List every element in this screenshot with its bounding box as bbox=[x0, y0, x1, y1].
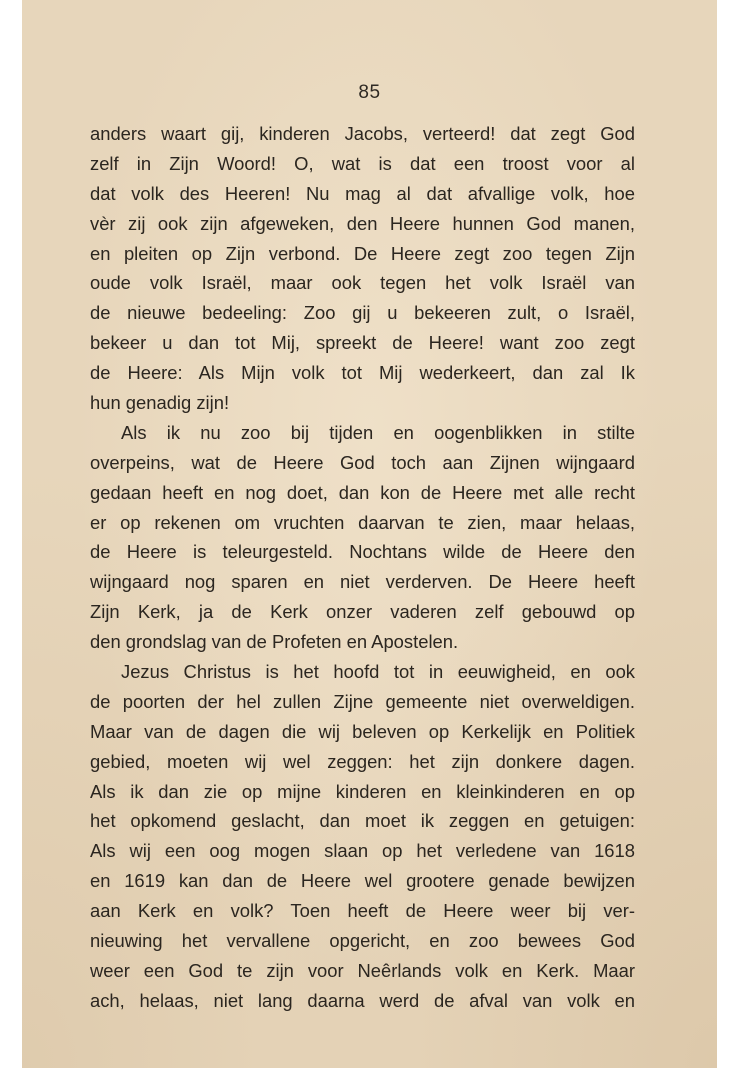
text-line: de Heere is teleurgesteld. Nochtans wilde de Heere den bbox=[90, 541, 635, 563]
text-line: de poorten der hel zullen Zijne gemeente niet overweldigen. bbox=[90, 690, 635, 712]
paragraph-start-line: Jezus Christus is het hoofd tot in eeuwigheid, en ook bbox=[121, 661, 635, 683]
text-line: gebied, moeten wij wel zeggen: het zijn donkere dagen. bbox=[90, 750, 635, 772]
text-line: Als wij een oog mogen slaan op het verledene van 1618 bbox=[90, 840, 635, 862]
text-line: ach, helaas, niet lang daarna werd de afval van volk en bbox=[90, 989, 635, 1011]
text-line: nieuwing het vervallene opgericht, en zoo bewees God bbox=[90, 930, 635, 952]
text-line: en 1619 kan dan de Heere wel grootere genade bewijzen bbox=[90, 870, 635, 892]
body-text bbox=[90, 119, 635, 1016]
text-line: bekeer u dan tot Mij, spreekt de Heere! want zoo zegt bbox=[90, 332, 635, 354]
text-line: Als ik dan zie op mijne kinderen en kleinkinderen en op bbox=[90, 780, 635, 802]
text-line: weer een God te zijn voor Neêrlands volk en Kerk. Maar bbox=[90, 959, 635, 981]
text-line: gedaan heeft en nog doet, dan kon de Heere met alle recht bbox=[90, 481, 635, 503]
text-line: Maar van de dagen die wij beleven op Kerkelijk en Politiek bbox=[90, 720, 635, 742]
text-line: er op rekenen om vruchten daarvan te zien, maar helaas, bbox=[90, 511, 635, 533]
text-line: oude volk Israël, maar ook tegen het volk Israël van bbox=[90, 272, 635, 294]
page-number: 85 bbox=[358, 82, 381, 103]
paragraph-start-line: Als ik nu zoo bij tijden en oogenblikken in stilte bbox=[121, 421, 635, 443]
text-line: zelf in Zijn Woord! O, wat is dat een troost voor al bbox=[90, 152, 635, 174]
text-line: de Heere: Als Mijn volk tot Mij wederkeert, dan zal Ik bbox=[90, 362, 635, 384]
text-line: dat volk des Heeren! Nu mag al dat afvallige volk, hoe bbox=[90, 182, 635, 204]
text-line: aan Kerk en volk? Toen heeft de Heere weer bij ver- bbox=[90, 900, 635, 922]
paragraph-end-line: hun genadig zijn! bbox=[90, 392, 230, 414]
text-line: het opkomend geslacht, dan moet ik zeggen en getuigen: bbox=[90, 810, 635, 832]
text-line: Zijn Kerk, ja de Kerk onzer vaderen zelf gebouwd op bbox=[90, 601, 635, 623]
text-line: de nieuwe bedeeling: Zoo gij u bekeeren zult, o Israël, bbox=[90, 302, 635, 324]
text-line: vèr zij ook zijn afgeweken, den Heere hunnen God manen, bbox=[90, 212, 635, 234]
text-line: overpeins, wat de Heere God toch aan Zijnen wijngaard bbox=[90, 451, 635, 473]
text-line: en pleiten op Zijn verbond. De Heere zegt zoo tegen Zijn bbox=[90, 242, 635, 264]
book-page bbox=[22, 0, 717, 1068]
text-line: anders waart gij, kinderen Jacobs, verteerd! dat zegt God bbox=[90, 123, 635, 144]
paragraph-end-line: den grondslag van de Profeten en Apostelen. bbox=[90, 631, 459, 653]
text-line: wijngaard nog sparen en niet verderven. De Heere heeft bbox=[90, 571, 635, 593]
